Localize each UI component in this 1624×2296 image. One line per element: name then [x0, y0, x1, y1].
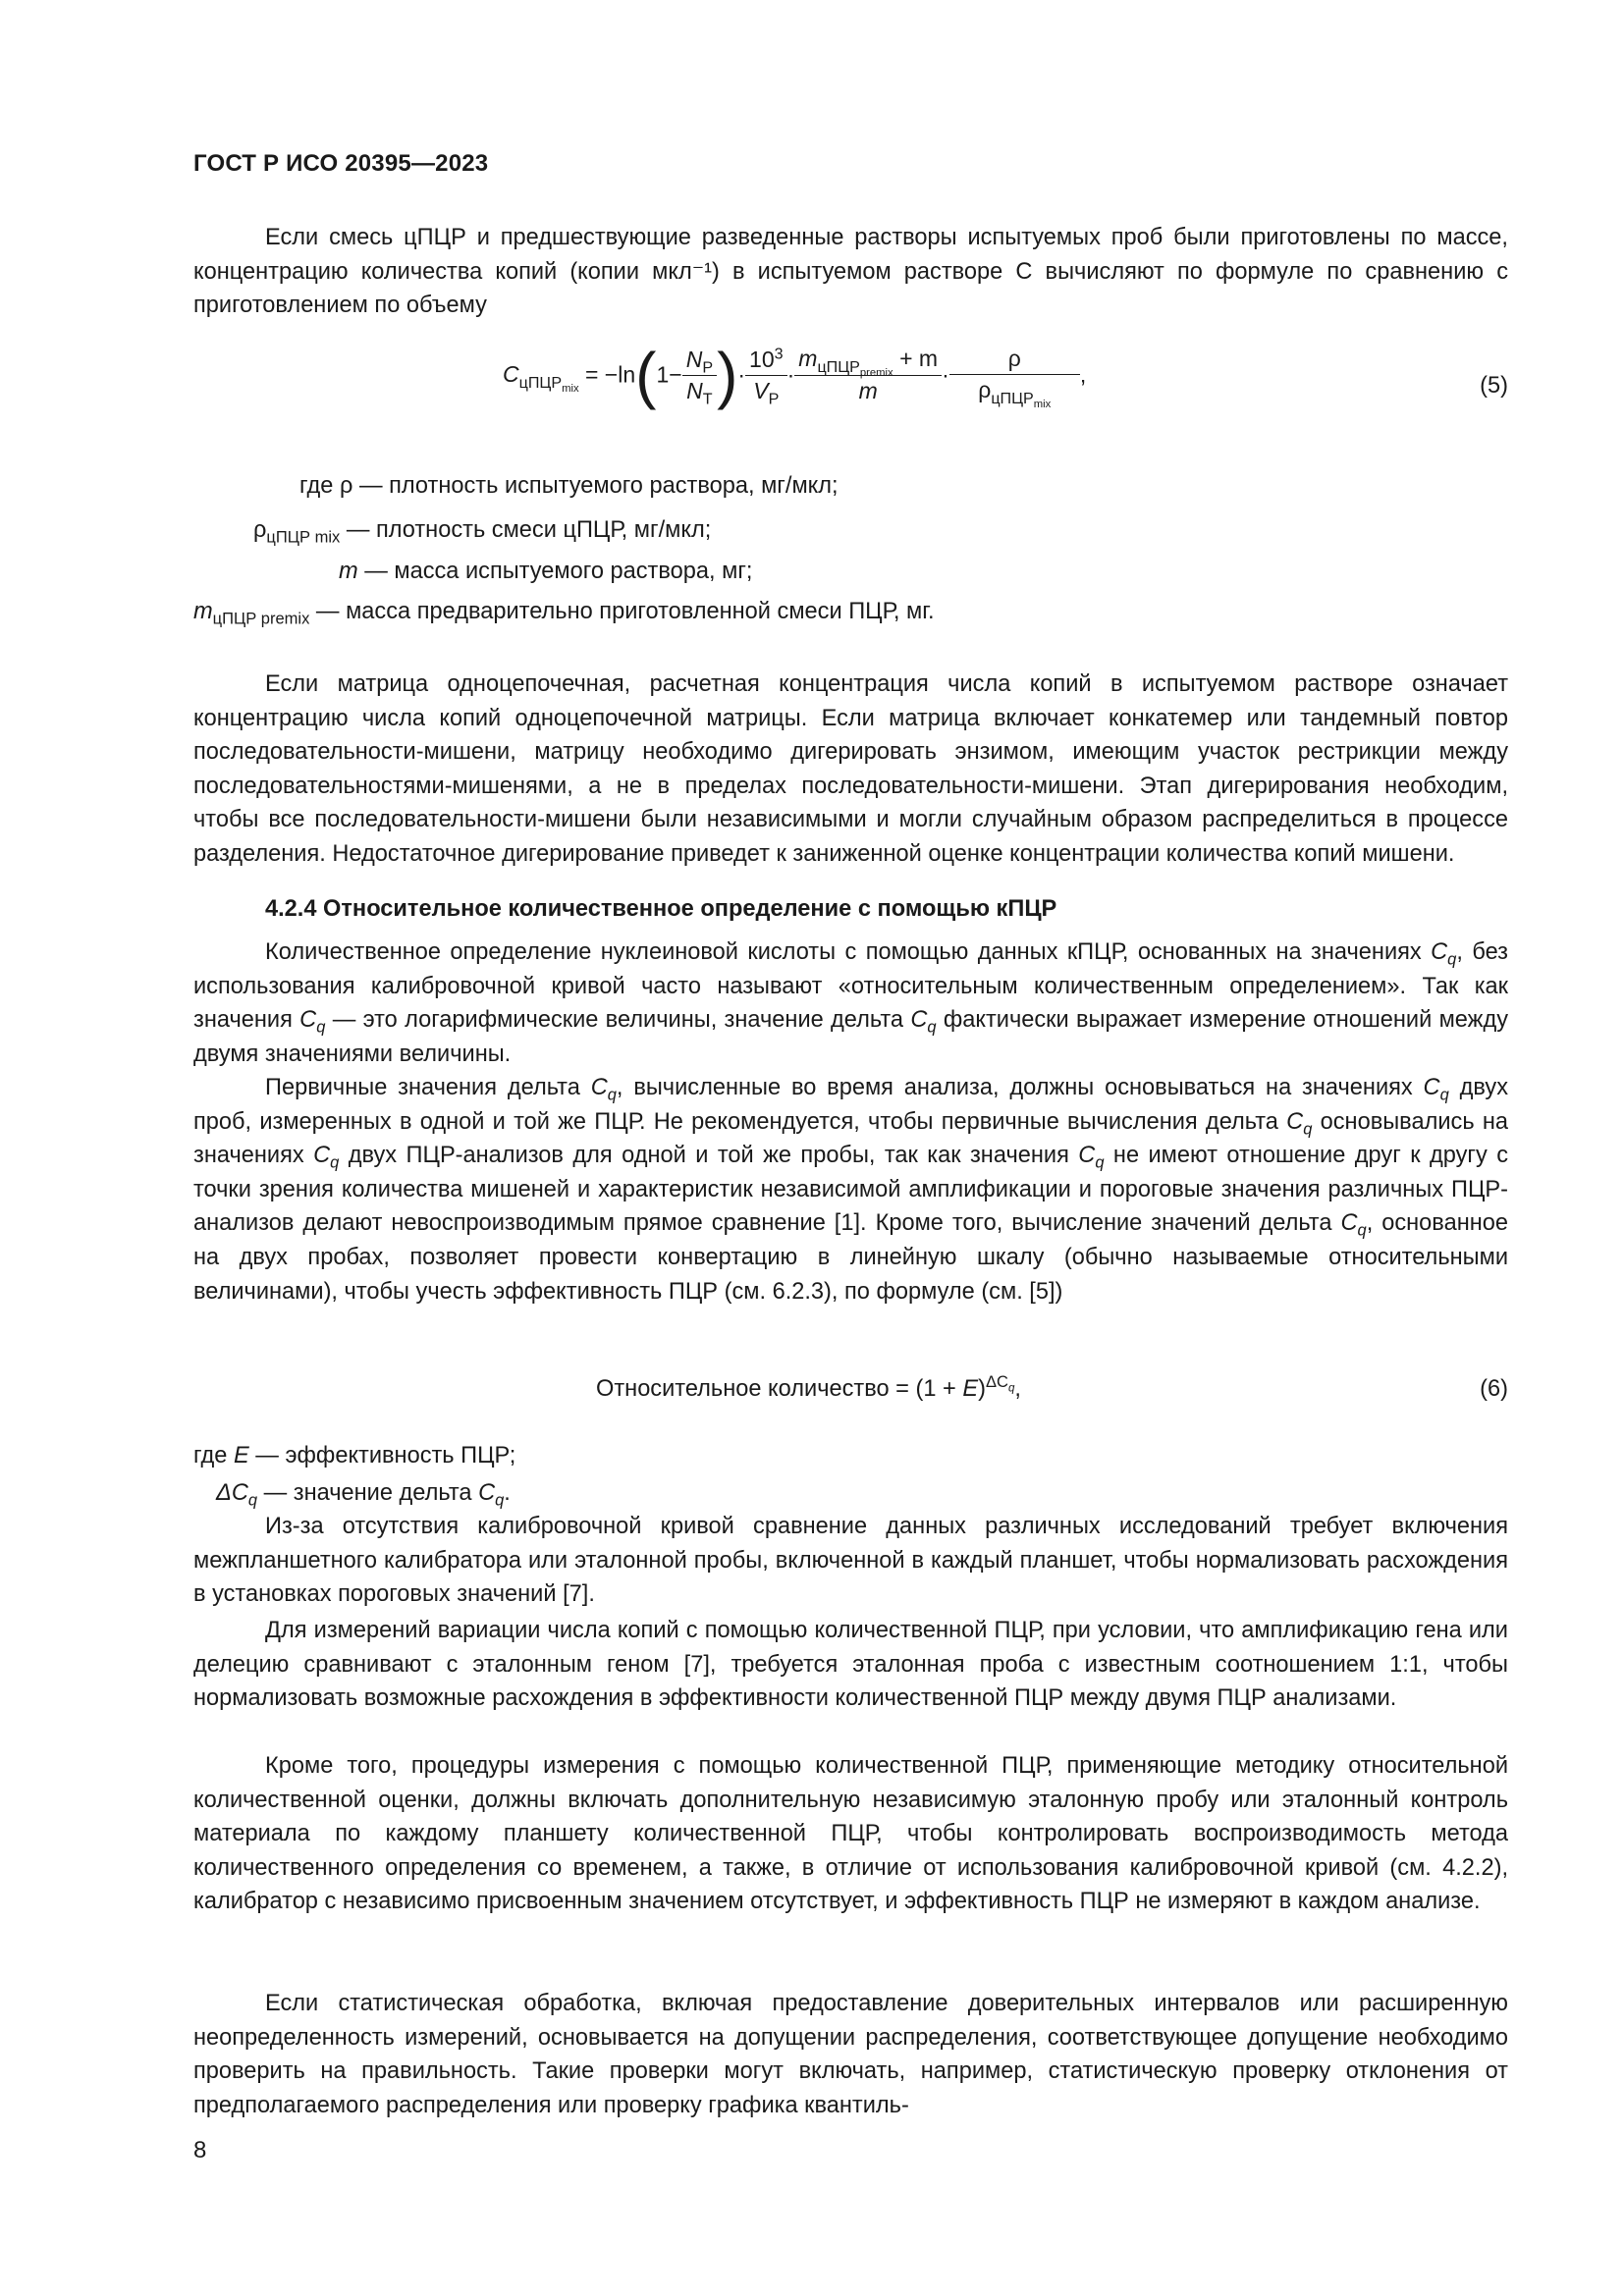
document-header: ГОСТ Р ИСО 20395—2023	[193, 150, 489, 177]
where5-m-premix: $m_{цПЦР premix}$ — масса предварительно приготовленной смеси ПЦР, мг.	[193, 599, 935, 628]
equation-5: $C_{цПЦР_{mix}} = -\ln(1-$ $\frac{N_P}{N_T}$ )· $\frac{10^3}{V_P}$ · $\frac{m_{цПЦР_{premix}} + m}{m}$ · $\frac{\rho}{\rho_{цПЦР_{mix}}}$ ,	[503, 340, 1087, 410]
equation-6: Относительное количество = $(1 + E)^{\Delta C_q}$,	[596, 1372, 1021, 1402]
where6-E: где E — эффективность ПЦР;	[193, 1443, 516, 1468]
paragraph-mass-prep: Если смесь цПЦР и предшествующие разведенные растворы испытуемых проб были приготовлены по массе, концентрацию количества копий (копии мкл⁻¹) в испытуемом растворе C вычисляют по формуле по сравнению с приготовлением по объему	[193, 225, 1508, 319]
paragraph-copy-number: Для измерений вариации числа копий с помощью количественной ПЦР, при условии, что амплификацию гена или делецию сравнивают с эталонным геном [7], требуется эталонная проба с известным соотношением 1:1, чтобы нормализовать возможные расхождения в эффективности количественной ПЦР между двумя ПЦР анализами.	[193, 1618, 1508, 1712]
paragraph-matrix: Если матрица одноцепочечная, расчетная концентрация числа копий в испытуемом растворе означает концентрацию числа копий одноцепочечной матрицы. Если матрица включает конкатемер или тандемный повтор последовательности-мишени, матрицу необходимо дигерировать энзимом, имеющим участок рестрикции между последовательностями-мишенями, а не в пределах последовательности-мишени. Этап дигерирования необходим, чтобы все последовательности-мишени были независимыми и могли случайным образом распределиться в процессе разделения. Недостаточное дигерирование приведет к заниженной оценке концентрации количества копий мишени.	[193, 671, 1508, 867]
where5-rho: где ρ — плотность испытуемого раствора, мг/мкл;	[299, 473, 839, 499]
where6-delta-cq: $\Delta C_q$ — значение дельта $C_q$.	[216, 1480, 511, 1510]
page-number: 8	[193, 2137, 207, 2163]
equation-6-number: (6)	[1480, 1376, 1508, 1402]
paragraph-no-calibration: Из-за отсутствия калибровочной кривой сравнение данных различных исследований требует включения межпланшетного калибратора или эталонной пробы, включенной в каждый планшет, чтобы нормализовать расхождения в установках пороговых значений [7].	[193, 1514, 1508, 1608]
section-heading-4-2-4: 4.2.4 Относительное количественное определение с помощью кПЦР	[265, 896, 1057, 922]
where5-m: m — масса испытуемого раствора, мг;	[339, 559, 753, 584]
equation-5-number: (5)	[1480, 373, 1508, 399]
paragraph-relative-quant: Количественное определение нуклеиновой кислоты с помощью данных кПЦР, основанных на значениях $C_q$, без использования калибровочной кривой часто называют «относительным количественным определением». Так как значения $C_q$ — это логарифмические величины, значение дельта $C_q$ фактически выражает измерение отношений между двумя значениями величины.	[193, 939, 1509, 1067]
paragraph-procedures: Кроме того, процедуры измерения с помощью количественной ПЦР, применяющие методику относительной количественной оценки, должны включать дополнительную независимую эталонную пробу или эталонный контроль материала по каждому планшету количественной ПЦР, чтобы контролировать воспроизводимость метода количественного определения со временем, а также, в отличие от использования калибровочной кривой (см. 4.2.2), калибратор с независимо присвоенным значением отсутствует, и эффективность ПЦР не измеряют в каждом анализе.	[193, 1753, 1508, 1915]
paragraph-primary-delta: Первичные значения дельта $C_q$, вычисленные во время анализа, должны основываться на значениях $C_q$ двух проб, измеренных в одной и той же ПЦР. Не рекомендуется, чтобы первичные вычисления дельта $C_q$ основывались на значениях $C_q$ двух ПЦР-анализов для одной и той же пробы, так как значения $C_q$ не имеют отношение друг к другу с точки зрения количества мишеней и характеристик независимой амплификации и пороговые значения различных ПЦР-анализов делают невоспроизводимым прямое сравнение [1]. Кроме того, вычисление значений дельта $C_q$, основанное на двух пробах, позволяет провести конвертацию в линейную шкалу (обычно называемые относительными величинами), чтобы учесть эффективность ПЦР (см. 6.2.3), по формуле (см. [5])	[193, 1075, 1509, 1305]
paragraph-statistics: Если статистическая обработка, включая предоставление доверительных интервалов или расширенную неопределенность измерений, основывается на допущении распределения, соответствующее допущение необходимо проверить на правильность. Такие проверки могут включать, например, статистическую проверку отклонения от предполагаемого распределения или проверку графика квантиль-	[193, 1991, 1508, 2118]
where5-rho-mix: $\rho_{цПЦР mix}$ — плотность смеси цПЦР, мг/мкл;	[253, 517, 712, 547]
